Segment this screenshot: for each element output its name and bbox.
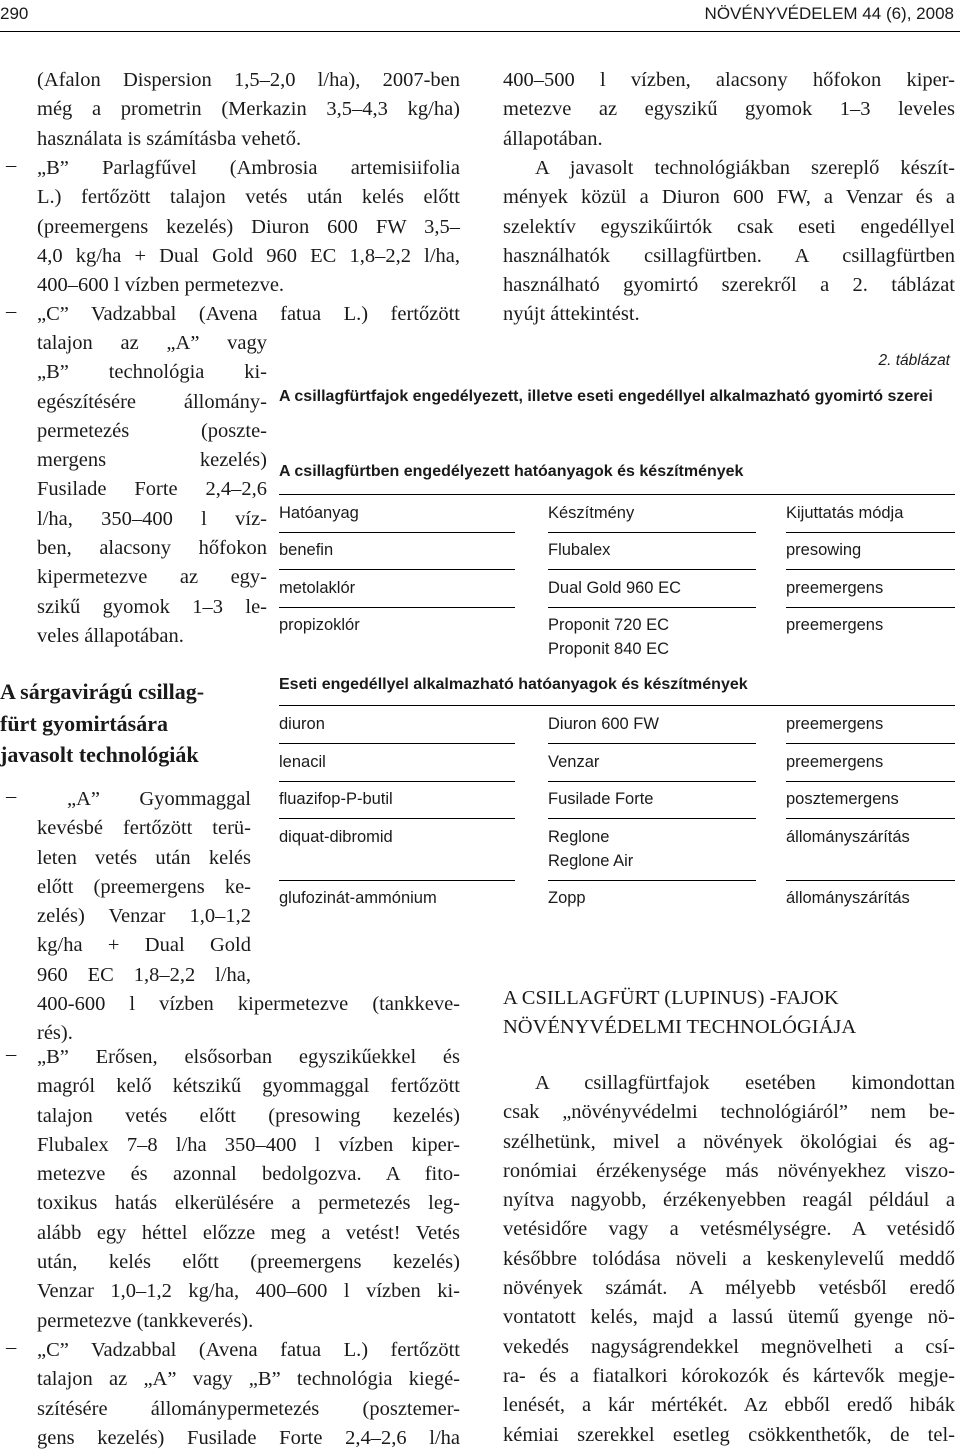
table-cell: állományszárítás bbox=[786, 828, 910, 846]
table-cell: propizoklór bbox=[279, 616, 360, 634]
text-line: metezve és azonnal bedolgozva. A fito- bbox=[37, 1163, 460, 1186]
table-rule bbox=[548, 569, 756, 570]
table-rule bbox=[786, 607, 955, 608]
text-line: mények közül a Diuron 600 FW, a Venzar és a bbox=[503, 186, 955, 209]
text-line: előtt (preemergens ke- bbox=[37, 875, 251, 898]
text-line: 400–500 l vízben, alacsony hőfokon kiper- bbox=[503, 69, 955, 91]
text-line: (preemergens kezelés) Diuron 600 FW 3,5– bbox=[37, 215, 460, 238]
text-line: vekedés nagyságrendekkel megnövelheti a csí- bbox=[503, 1335, 955, 1358]
text-line: talajon az „A” vagy bbox=[37, 332, 267, 354]
table-cell: metolaklór bbox=[279, 579, 356, 597]
table-rule bbox=[279, 494, 955, 495]
text-line: növények számát. A mélyebb vetésből eredő bbox=[503, 1277, 955, 1300]
journal-title: NÖVÉNYVÉDELEM 44 (6), 2008 bbox=[704, 4, 954, 23]
text-line: csak „növényvédelmi technológiáról” nem be- bbox=[503, 1101, 955, 1124]
text-line: nyújt áttekintést. bbox=[503, 303, 640, 326]
column-header: Készítmény bbox=[548, 504, 635, 522]
text-line: még a prometrin (Merkazin 3,5–4,3 kg/ha) bbox=[37, 98, 460, 121]
text-line: A csillagfürtfajok esetében kimondottan bbox=[535, 1072, 955, 1094]
table-rule bbox=[279, 781, 515, 782]
table-cell: posztemergens bbox=[786, 790, 899, 808]
heading-line: A sárgavirágú csillag- bbox=[0, 679, 205, 704]
text-line: A javasolt technológiákban szereplő készít- bbox=[535, 157, 955, 179]
table-caption: A csillagfürtfajok engedélyezett, illetve eseti engedéllyel alkalmazható gyomirtó szerei bbox=[279, 388, 933, 405]
text-line: használhatók csillagfürtben. A csillagfürtben bbox=[503, 244, 955, 267]
column-header: Kijuttatás módja bbox=[786, 504, 904, 522]
text-line: talajon az „A” vagy „B” technológia kiegé- bbox=[37, 1368, 460, 1391]
text-line: ben, alacsony hőfokon bbox=[37, 537, 267, 560]
list-dash: – bbox=[6, 154, 17, 176]
text-line: használata is számításba vehető. bbox=[37, 127, 302, 150]
text-line: gens kezelés) Fusilade Forte 2,4–2,6 l/ha bbox=[37, 1426, 460, 1449]
table-cell: preemergens bbox=[786, 753, 884, 771]
table-section-title: Eseti engedéllyel alkalmazható hatóanyagok és készítmények bbox=[279, 676, 748, 693]
table-rule bbox=[279, 818, 515, 819]
text-line: állapotában. bbox=[503, 127, 603, 150]
table-rule bbox=[279, 705, 955, 706]
right-paragraph-3 bbox=[503, 1069, 955, 1450]
text-line: 4,0 kg/ha + Dual Gold 960 EC 1,8–2,2 l/ha, bbox=[37, 244, 460, 267]
text-line: Flubalex 7–8 l/ha 350–400 l vízben kiper- bbox=[37, 1133, 460, 1156]
text-line: alább egy héttel előzze meg a vetést! Vetés bbox=[37, 1221, 460, 1244]
text-line: „C” Vadzabbal (Avena fatua L.) fertőzött bbox=[37, 303, 460, 325]
c-first-line bbox=[37, 300, 460, 329]
title-line: A CSILLAGFÜRT (LUPINUS) -FAJOK bbox=[503, 987, 839, 1009]
text-line: Fusilade Forte 2,4–2,6 bbox=[37, 478, 267, 501]
table-cell: Flubalex bbox=[548, 541, 611, 559]
text-line: szítésére állománypermetezés (posztemer- bbox=[37, 1397, 460, 1420]
table-rule bbox=[548, 781, 756, 782]
table-cell: Diuron 600 FW bbox=[548, 715, 659, 733]
b-paragraph bbox=[37, 154, 460, 300]
text-line: Venzar 1,0–1,2 kg/ha, 400–600 l vízben ki- bbox=[37, 1280, 460, 1303]
header-rule bbox=[0, 31, 960, 32]
text-line: (Afalon Dispersion 1,5–2,0 l/ha), 2007-ben bbox=[37, 69, 460, 91]
table-label: 2. táblázat bbox=[878, 352, 950, 369]
text-line: kémiai szerekkel esetleg csökkenthetők, de tel- bbox=[503, 1423, 955, 1446]
text-line: szélhetünk, mivel a növények ökológiai és ag- bbox=[503, 1130, 955, 1153]
a-paragraph-cont bbox=[37, 990, 460, 1049]
table-cell: lenacil bbox=[279, 753, 326, 771]
table-rule bbox=[279, 880, 515, 881]
title-line: NÖVÉNYVÉDELMI TECHNOLÓGIÁJA bbox=[503, 1016, 857, 1038]
text-line: későbbre tolódása növeli a keskenylevelű meddő bbox=[503, 1247, 955, 1270]
text-line: „B” Parlagfűvel (Ambrosia artemisiifolia bbox=[37, 157, 460, 179]
text-line: kg/ha + Dual Gold bbox=[37, 934, 251, 957]
text-line: mergens kezelés) bbox=[37, 449, 267, 472]
table-cell: állományszárítás bbox=[786, 889, 910, 907]
table-cell: Fusilade Forte bbox=[548, 790, 654, 808]
table-section-title: A csillagfürtben engedélyezett hatóanyagok és készítmények bbox=[279, 463, 744, 480]
table-cell: preemergens bbox=[786, 579, 884, 597]
table-cell: diuron bbox=[279, 715, 325, 733]
list-dash: – bbox=[6, 1336, 17, 1358]
table-rule bbox=[786, 818, 955, 819]
b2-paragraph bbox=[37, 1043, 460, 1336]
table-rule bbox=[786, 880, 955, 881]
table-rule bbox=[786, 781, 955, 782]
table-rule bbox=[548, 532, 756, 533]
table-rule bbox=[548, 880, 756, 881]
table-rule bbox=[786, 532, 955, 533]
list-dash: – bbox=[6, 1043, 17, 1065]
text-line: használható gyomirtó szerekről a 2. táblázat bbox=[503, 274, 955, 297]
table-cell: Venzar bbox=[548, 753, 600, 771]
table-cell: preemergens bbox=[786, 616, 884, 634]
table-cell: Reglone Air bbox=[548, 852, 634, 870]
table-cell: presowing bbox=[786, 541, 862, 559]
table-rule bbox=[279, 532, 515, 533]
table-cell: Proponit 720 EC bbox=[548, 616, 670, 634]
table-cell: Dual Gold 960 EC bbox=[548, 579, 681, 597]
text-line: veles állapotában. bbox=[37, 624, 184, 647]
table-rule bbox=[548, 818, 756, 819]
table-cell: Zopp bbox=[548, 889, 586, 907]
text-line: vontatott kelés, majd a lassú ütemű gyenge nö- bbox=[503, 1306, 955, 1329]
text-line: leten vetés után kelés bbox=[37, 846, 251, 869]
text-line: kipermetezve az egy- bbox=[37, 566, 267, 589]
intro-paragraph bbox=[37, 66, 460, 154]
table-rule bbox=[548, 607, 756, 608]
text-line: permetezve (tankkeverés). bbox=[37, 1309, 254, 1332]
table-rule bbox=[786, 569, 955, 570]
text-line: szikű gyomok 1–3 le- bbox=[37, 595, 267, 618]
table-cell: preemergens bbox=[786, 715, 884, 733]
text-line: ra- és a fiatalkori kórokozók és kártevők megje- bbox=[503, 1364, 955, 1387]
table-rule bbox=[786, 743, 955, 744]
text-line: l/ha, 350–400 l víz- bbox=[37, 507, 267, 530]
list-dash: – bbox=[6, 300, 17, 322]
text-line: kevésbé fertőzött terü- bbox=[37, 817, 251, 840]
text-line: ronómiai érzékenysége más növényekhez viszo- bbox=[503, 1159, 955, 1182]
text-line: 960 EC 1,8–2,2 l/ha, bbox=[37, 963, 251, 986]
text-line: vetésidőre vagy a vetésmélységre. A vetésidő bbox=[503, 1218, 955, 1241]
text-line: nyítva nagyobb, érzékenyebben reagál például a bbox=[503, 1189, 955, 1212]
text-line: L.) fertőzött talajon vetés után kelés előtt bbox=[37, 186, 460, 209]
table-cell: glufozinát-ammónium bbox=[279, 889, 437, 907]
heading-line: javasolt technológiák bbox=[0, 742, 199, 767]
table-cell: Reglone bbox=[548, 828, 610, 846]
text-line: lenését, a kár mértékét. Az ebből eredő hibák bbox=[503, 1394, 955, 1417]
text-line: szelektív egyszikűirtók csak eseti engedéllyel bbox=[503, 215, 955, 238]
table-rule bbox=[279, 743, 515, 744]
a-paragraph bbox=[37, 785, 251, 990]
table-rule bbox=[279, 607, 515, 608]
text-line: „B” technológia ki- bbox=[37, 361, 267, 384]
text-line: magról kelő kétszikű gyommaggal fertőzött bbox=[37, 1075, 460, 1098]
table-rule bbox=[548, 743, 756, 744]
heading-line: fürt gyomirtására bbox=[0, 710, 169, 736]
column-header: Hatóanyag bbox=[279, 504, 359, 522]
right-paragraph-1 bbox=[503, 66, 955, 154]
list-dash: – bbox=[6, 785, 17, 807]
text-line: permetezés (poszte- bbox=[37, 419, 267, 442]
right-paragraph-2 bbox=[503, 154, 955, 330]
text-line: után, kelés előtt (preemergens kezelés) bbox=[37, 1251, 460, 1274]
text-line: toxikus hatás elkerülésére a permetezés leg- bbox=[37, 1192, 460, 1215]
table-cell: Proponit 840 EC bbox=[548, 640, 670, 658]
section-title bbox=[503, 984, 953, 1042]
text-line: talajon vetés előtt (presowing kezelés) bbox=[37, 1104, 460, 1127]
text-line: metezve az egyszikű gyomok 1–3 leveles bbox=[503, 98, 955, 121]
text-line: zelés) Venzar 1,0–1,2 bbox=[37, 905, 251, 928]
table-cell: fluazifop-P-butil bbox=[279, 790, 393, 808]
section-heading bbox=[0, 676, 270, 771]
text-line: 400–600 l vízben permetezve. bbox=[37, 274, 285, 297]
page-number: 290 bbox=[0, 4, 29, 23]
c-paragraph bbox=[37, 329, 267, 651]
text-line: „C” Vadzabbal (Avena fatua L.) fertőzött bbox=[37, 1339, 460, 1361]
table-rule bbox=[279, 569, 515, 570]
c2-paragraph bbox=[37, 1336, 460, 1453]
text-line: rés). bbox=[37, 1022, 73, 1045]
text-line: „B” Erősen, elsősorban egyszikűekkel és bbox=[37, 1046, 460, 1068]
text-line: egészítésére állomány- bbox=[37, 390, 267, 413]
table-cell: benefin bbox=[279, 541, 334, 559]
table-cell: diquat-dibromid bbox=[279, 828, 393, 846]
text-line: 400-600 l vízben kipermetezve (tankkeve- bbox=[37, 993, 460, 1015]
text-line: „A” Gyommaggal bbox=[67, 788, 251, 810]
